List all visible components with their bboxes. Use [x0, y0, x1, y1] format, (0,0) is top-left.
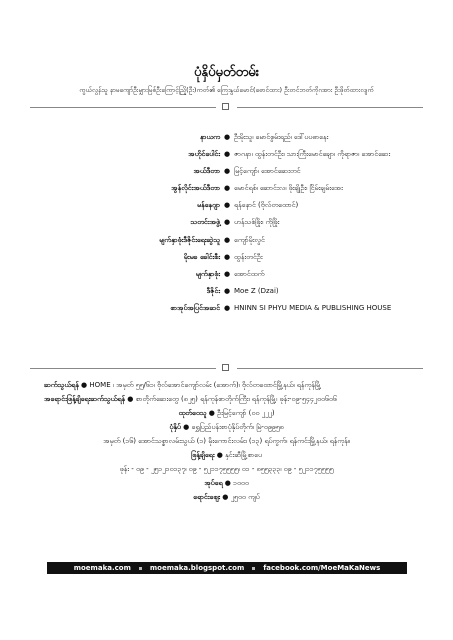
- stamp-label: ဖြန့်ချိရေး: [191, 451, 215, 459]
- distributor-label: အရောင်းဖြန့်ချိရေးဆက်သွယ်ရန်: [44, 395, 126, 403]
- printer-address-row: [0, 434, 453, 448]
- credit-row: [0, 300, 453, 317]
- credit-row: [0, 249, 453, 266]
- footer-link-blog[interactable]: moemaka.blogspot.com: [149, 564, 245, 572]
- contact-label: ဆက်သွယ်ရန်: [44, 381, 79, 389]
- credit-row: [0, 129, 453, 146]
- credit-row: [0, 146, 453, 163]
- credit-row: [0, 266, 453, 283]
- credit-role: ဒီဇိုင်း: [206, 286, 220, 295]
- credit-role: နာယက: [199, 133, 220, 141]
- printer-address: အမှတ် (၁၆) အောင်သစ္စာလမ်းသွယ် (၁) မိုးကောင်းလမ်း၊ (၁၃) ရပ်ကွက်၊ ရန်ကင်းမြို့နယ်၊ ရန်ကုန်။: [103, 437, 350, 445]
- credit-role: သတင်းအဖွဲ့: [190, 218, 220, 227]
- price-row: ရောင်းဈေး ● ၂၅၀၀ ကျပ်: [193, 493, 260, 501]
- credit-name: ရန်နောင် (ဗိုလ်တထောင်): [234, 201, 299, 210]
- separator-dot-icon: [252, 567, 255, 570]
- bullet-icon: ●: [224, 184, 231, 193]
- credit-name: ဇာဂနာ၊ ထွန်းတင်ဦး၊ သားကြီးမောင်ချော၊ ကိုရာဇာ၊ အောင်ဆေး: [234, 150, 391, 159]
- credit-name: အောင်ထက်: [234, 269, 265, 278]
- subtitle: ကွယ်လွန်သူ နာမကျော်ဦးမျှားမြစ်ဦးကြောင့်ညြို(ဦး)ကတ်၏ ကြေးနွယ်မောင်(ဓောင်ထား) ဦးတင်ဘတ်ကိုဂအား ဦးဖိုတ်ထားလျက်: [79, 86, 374, 94]
- credits-list: [0, 129, 453, 317]
- credit-name: ဟန်သစ်ဖြိုး၊ ကိုဖြိုး: [234, 218, 280, 227]
- phones-text: ဖုန်း - ၀၉ - ၂၅၁၂၁၀၁၃၇၊ ၀၉ - ၅၂၁၁၇၅၅၅၅၊ ၀၁ - ၈၅၅၃၃၃၊ ၀၉ - ၅၂၁၁၇၅၅၅၅: [119, 465, 334, 473]
- phones-row: [0, 462, 453, 476]
- stamp-text: နှင်းဆီမြို့စာပေ: [225, 451, 262, 459]
- bullet-icon: ●: [224, 133, 231, 141]
- credit-name: ထွန်းတင်ဦး: [234, 252, 263, 261]
- separator-dot-icon: [139, 567, 142, 570]
- footer-link-facebook[interactable]: facebook.com/MoeMaKaNews: [263, 564, 381, 572]
- contact-row: ဆက်သွယ်ရန် ● HOME ၊ အမှတ် ၅၅/၆၁၊ ဗိုလ်အောင်ကျော်လမ်း (အောက်)၊ ဗိုလ်တထောင်မြို့နယ်၊ ရန်ကုန်မြို့: [44, 381, 322, 389]
- page-title: ပုံနှိပ်မှတ်တမ်း: [193, 65, 259, 80]
- credit-role: အဟိုင်ပေါင်း: [188, 150, 220, 159]
- publisher-label: ထုတ်ဝေသူ: [178, 409, 207, 417]
- copies-label: အုပ်ရေ: [204, 479, 223, 487]
- printer-row: ပုံနှိပ် ● ရွှေပြည်ပန်းစာပုံနှိပ်တိုက်၊ မြဲ-၀၉၉၅၈: [169, 423, 284, 431]
- credit-name: မောင်ရစ်၊ ဆောင်းလ၊ ဖိုးချိုဦး၊ ငြိမ်းချမ်းအေး: [234, 184, 343, 193]
- distributor-text: စာတိုက်ဆေးတွေ (၈၂၅) ရန်ကုန်စာတိုက်ကြီး၊ ရန်ကုန်မြို့၊ ဖုန်း-၀၉-၅၄၄၂၀၀၆၀၆: [135, 395, 337, 403]
- bullet-icon: ●: [224, 269, 231, 278]
- credit-row: [0, 214, 453, 231]
- credit-role: မျက်နှာဖုံးဒီဇိုင်းရေးဆွဲသူ: [159, 235, 220, 244]
- bullet-icon: ●: [224, 167, 231, 176]
- credit-role: မန်နေဂျာ: [196, 201, 220, 210]
- divider-top: [30, 103, 423, 111]
- publication-info: [0, 378, 453, 504]
- footer-link-website[interactable]: moemaka.com: [73, 564, 131, 572]
- credit-role: အွန်လိုင်းအယ်ဒီတာ: [171, 184, 220, 193]
- bullet-icon: ●: [224, 218, 231, 227]
- bullet-icon: ●: [224, 201, 231, 210]
- credit-role: မိုးမခ ခေါင်းစီး: [183, 252, 220, 261]
- publisher-text: ဦးမြင့်ကျော် (၀၀ ၂၂၂): [217, 409, 275, 417]
- credit-row: [0, 180, 453, 197]
- price-label: ရောင်းဈေး: [193, 493, 221, 501]
- credit-name: ကျော်မိုးလွင်: [234, 235, 265, 244]
- contact-text: HOME ၊ အမှတ် ၅၅/၆၁၊ ဗိုလ်အောင်ကျော်လမ်း (အောက်)၊ ဗိုလ်တထောင်မြို့နယ်၊ ရန်ကုန်မြို့: [89, 381, 322, 389]
- bullet-icon: ●: [224, 252, 231, 261]
- credit-row: [0, 283, 453, 300]
- bullet-icon: ●: [224, 235, 231, 244]
- bullet-icon: ●: [224, 303, 231, 312]
- credit-role: စာအုပ်အပြင်အဆင်: [170, 303, 220, 312]
- printer-text: ရွှေပြည်ပန်းစာပုံနှိပ်တိုက်၊ မြဲ-၀၉၉၅၈: [191, 423, 284, 431]
- credit-row: [0, 163, 453, 180]
- distributor-row: အရောင်းဖြန့်ချိရေးဆက်သွယ်ရန် ● စာတိုက်ဆေးတွေ (၈၂၅) ရန်ကုန်စာတိုက်ကြီး၊ ရန်ကုန်မြို့၊ ဖုန်း-၀၉-၅၄၄၂၀၀၆၀၆: [44, 395, 337, 403]
- divider-middle: [30, 364, 423, 372]
- square-ornament-icon: [222, 364, 229, 371]
- copies-value: ၁၀၀၀: [233, 479, 249, 487]
- copies-row: အုပ်ရေ ● ၁၀၀၀: [204, 479, 249, 487]
- stamp-row: ဖြန့်ချိရေး ● နှင်းဆီမြို့စာပေ: [191, 451, 262, 459]
- credit-name: Moe Z (Dzai): [234, 286, 279, 295]
- bullet-icon: ●: [224, 286, 231, 295]
- credit-role: အယ်ဒီတာ: [193, 167, 220, 176]
- bullet-icon: ●: [224, 150, 231, 159]
- credit-role: မျက်နှာဖုံး: [195, 269, 220, 278]
- credit-name: မြင့်ကျော်၊ အောင်ဆေးတင်: [234, 167, 301, 176]
- printer-label: ပုံနှိပ်: [169, 423, 181, 431]
- price-value: ၂၅၀၀ ကျပ်: [230, 493, 260, 501]
- credit-row: [0, 197, 453, 214]
- square-ornament-icon: [222, 103, 229, 110]
- credit-name: HNINN SI PHYU MEDIA & PUBLISHING HOUSE: [234, 303, 392, 312]
- publisher-row: ထုတ်ဝေသူ ● ဦးမြင့်ကျော် (၀၀ ၂၂၂): [178, 409, 275, 417]
- credit-name: ဦးမိုးသူ၊ မောင်စွမ်းရည်၊ ဒေါ်ပပဓာနေး: [234, 133, 329, 141]
- footer-links-bar: [47, 562, 407, 574]
- credit-row: [0, 232, 453, 249]
